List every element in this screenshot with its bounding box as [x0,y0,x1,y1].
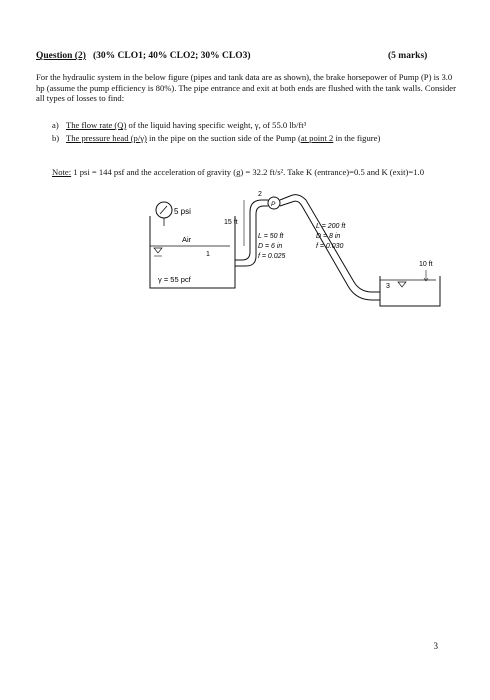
suction-D: D = 6 in [258,243,283,250]
suction-L: L = 50 ft [258,233,284,240]
question-intro [36,72,456,104]
part-b-label: b) [52,133,60,143]
question-heading [36,51,251,61]
question-clos: (30% CLO1; 40% CLO2; 30% CLO3) [93,51,251,61]
discharge-L: L = 200 ft [316,223,346,230]
free-surface-symbol-icon [154,248,162,253]
part-b-underlined2: at point 2 [300,133,334,143]
page-number: 3 [433,641,438,651]
part-a-underlined: The flow rate (Q) [66,120,127,130]
part-a [52,120,306,130]
air-label: Air [182,235,192,244]
note-label: Note: [52,167,72,177]
suction-f: f = 0.025 [258,253,286,260]
pump-label: P [271,201,276,208]
point-3-label: 3 [386,283,390,290]
gauge-label: 5 psi [174,207,191,216]
point-2-label: 2 [258,191,262,198]
question-title: Question (2) [36,51,86,61]
question-marks: (5 marks) [388,51,428,61]
exit-height-label: 10 ft [419,261,433,268]
note [52,167,457,178]
right-tank-outline [380,276,440,306]
part-b [52,133,380,143]
note-text: 1 psi = 144 psf and the acceleration of gravity (g) = 32.2 ft/s². Take K (entrance)=0.5 and K (exit)=1.0 [71,167,425,177]
discharge-pipe-inner [280,201,380,300]
part-a-rest: of the liquid having specific weight, γ, of 55.0 lb/ft³ [126,120,307,130]
suction-pipe-outer [235,200,268,260]
right-free-surface-icon [398,282,406,287]
hydraulic-system-figure [140,186,450,336]
intro-text: For the hydraulic system in the below figure (pipes and tank data are as shown), the brake horsepower of Pump (P) is 3.0 hp (assume the pump efficiency is 80%). The pipe entrance and exit at both ends are flushed with the tank walls. Consider all types of losses to find: [36,72,456,104]
part-b-underlined: The pressure head (p/γ) [66,133,147,143]
gamma-label: γ = 55 pcf [158,275,191,284]
part-b-middle: in the pipe on the suction side of the Pump ( [146,133,301,143]
part-a-label: a) [52,120,59,130]
suction-height-label: 15 ft [224,219,238,226]
discharge-f: f = 0.030 [316,243,344,250]
discharge-D: D = 8 in [316,233,341,240]
part-b-rest: in the figure) [333,133,381,143]
point-1-label: 1 [206,251,210,258]
